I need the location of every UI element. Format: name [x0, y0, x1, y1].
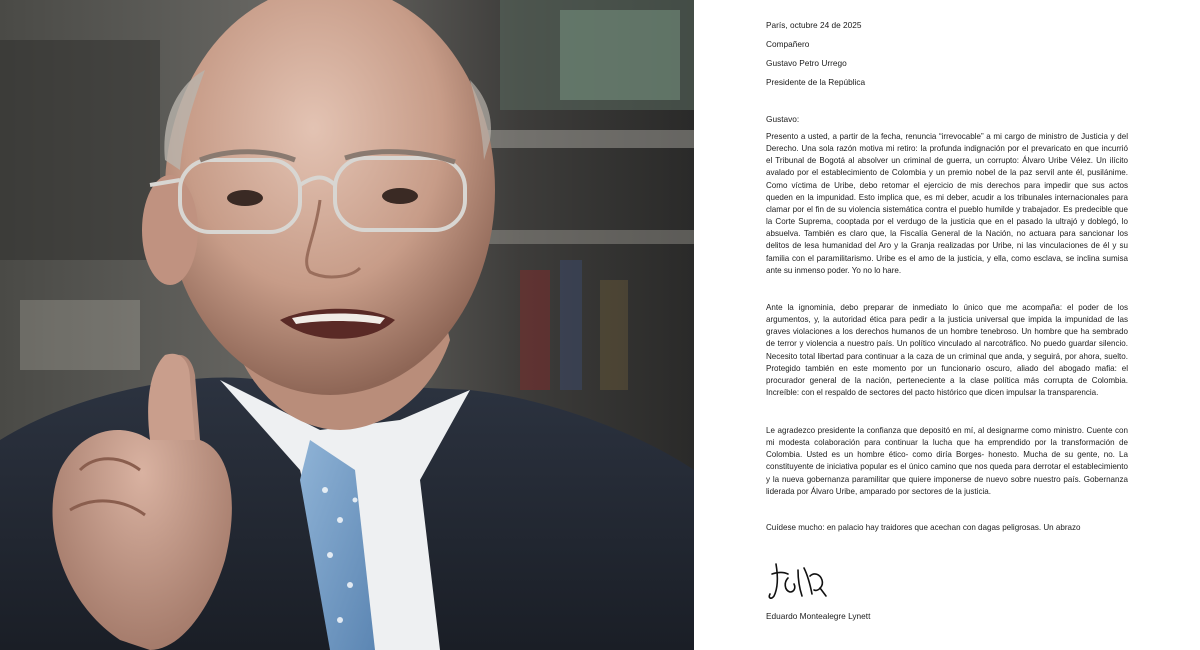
- letter-paragraph-1: [766, 131, 1128, 277]
- letter-greeting: Gustavo:: [766, 114, 800, 124]
- paragraph-text: Cuídese mucho: en palacio hay traidores que acechan con dagas peligrosas. Un abrazo: [766, 523, 1081, 532]
- resignation-letter: [700, 0, 1200, 650]
- letter-signer-name: Eduardo Montealegre Lynett: [766, 611, 871, 621]
- letter-place-date: París, octubre 24 de 2025: [766, 20, 862, 30]
- paragraph-text: Ante la ignominia, debo preparar de inmediato lo único que me acompaña: el poder de los argumentos, y, la autoridad ética para pedir a la justicia universal que impida la impunidad de las graves violaciones a los derechos humanos de un hombre tenebroso. Un hombre que ha sembrado de terror y violencia a nuestro país. Un político vinculado al narcotráfico. No puedo guardar silencio. Necesito total libertad para continuar a la caza de un criminal que anda, y seguirá, por ahora, suelto. Protegido también en este momento por un funcionario oscuro, aliado del abogado mafia: el procurador general de la nación, perteneciente a la clase política más corrupta de Colombia. Increíble: con el respaldo de sectores del pacto histórico que dicen impulsar la transparencia.: [766, 303, 1128, 398]
- letter-recipient-name: Gustavo Petro Urrego: [766, 58, 847, 68]
- handwritten-signature: [766, 558, 830, 604]
- letter-paragraph-2: [766, 302, 1128, 399]
- letter-recipient-role: Presidente de la República: [766, 77, 866, 87]
- letter-closing: [766, 522, 1128, 534]
- letter-paragraph-3: [766, 425, 1128, 498]
- paragraph-text: Le agradezco presidente la confianza que depositó en mí, al designarme como ministro. Cuente con mi modesta colaboración para continuar la lucha que ha emprendido por la transformación de Colombia. Usted es un hombre ético- como diría Borges- honesto. Mucha de su gente, no. La constituyente de iniciativa popular es el único camino que nos queda para derrotar el establecimiento y la nueva gobernanza paramilitar que quiere imponerse de nuevo sobre nuestro país. Gobernanza liderada por Álvaro Uribe, amparado por sectores de la justicia.: [766, 426, 1128, 496]
- letter-salutation-title: Compañero: [766, 39, 810, 49]
- paragraph-text: Presento a usted, a partir de la fecha, renuncia “irrevocable” a mi cargo de ministro de Justicia y del Derecho. Una sola razón motiva mi retiro: la profunda indignación por el prevaricato en que incurrió el Tribunal de Bogotá al absolver un criminal de guerra, un corrupto: Álvaro Uribe Vélez. Un ilícito avalado por el establecimiento de Colombia y un premio nobel de la paz servil ante él, pusilánime. Como víctima de Uribe, debo retomar el ejercicio de mis derechos para impedir que sus actos queden en la impunidad. Esto implica que, es mi deber, acudir a los tribunales internacionales para clamar por el fin de su violencia sistemática contra el pueblo humilde y trabajador. Es predecible que la Corte Suprema, cooptada por el verdugo de la justicia que en el pasado la ultrajó y doblegó, lo absuelva. También es claro que, la Fiscalía General de la Nación, no actuara para sancionar los delitos de lesa humanidad del Aro y la Granja realizadas por Uribe, ni las vinculaciones de él y su familia con el paramilitarismo. Uribe es el amo de la justicia, y ella, como esclava, se inclina sumisa ante su inmenso poder. Yo no lo hare.: [766, 132, 1128, 275]
